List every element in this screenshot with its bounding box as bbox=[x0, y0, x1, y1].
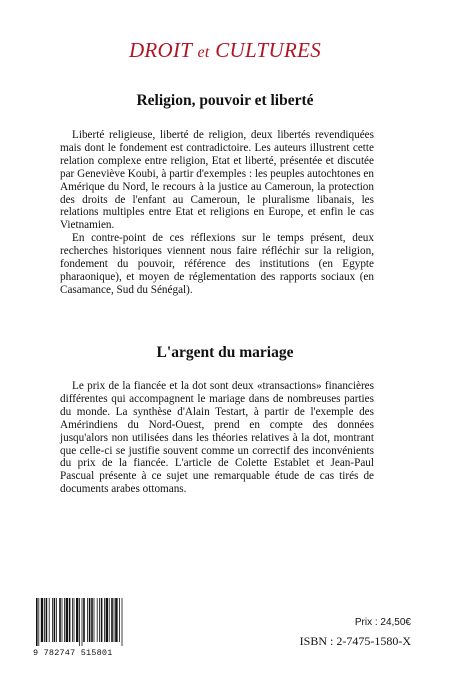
section-mariage-body bbox=[60, 380, 374, 496]
section-mariage-heading: L'argent du mariage bbox=[156, 344, 294, 361]
barcode-bar bbox=[122, 598, 123, 646]
barcode-bar bbox=[59, 598, 61, 642]
barcode-bar bbox=[101, 598, 103, 642]
barcode-bar bbox=[91, 598, 93, 642]
barcode-bar bbox=[74, 598, 75, 642]
section-religion-body bbox=[60, 129, 374, 297]
barcode-bar bbox=[111, 598, 113, 642]
barcode-bar bbox=[119, 598, 120, 642]
barcode-bar bbox=[49, 598, 50, 642]
barcode-bar bbox=[82, 598, 83, 646]
barcode-bar bbox=[66, 598, 68, 642]
section-religion-paragraph-1: Liberté religieuse, liberté de religion, deux libertés revendiquées mais dont le fondement est contradictoire. Les auteurs illustrent cette relation complexe entre religion, Etat et liberté, présentée et discutée par Geneviève Koubi, à partir d'exemples : les peuples autochtones en Amérique du Nord, le recours à la justice au Cameroun, la protection des droits de l'enfant au Cameroun, le pluralisme libanais, les relations multiples entre Etat et religions en Europe, et enfin le cas Vietnamien. bbox=[60, 129, 374, 232]
barcode-bar bbox=[44, 598, 45, 642]
barcode-bar bbox=[62, 598, 63, 642]
section-religion-paragraph-2: En contre-point de ces réflexions sur le temps présent, deux recherches historiques viennent nous faire réfléchir sur la religion, fondement du pouvoir, référence des institutions (en Egypte pharaonique), et moyen de réglementation des rapports sociaux (en Casamance, Sud du Sénégal). bbox=[60, 232, 374, 296]
price-label: Prix : 24,50€ bbox=[354, 617, 411, 628]
journal-title-word2: CULTURES bbox=[215, 38, 322, 62]
barcode-bar bbox=[106, 598, 108, 642]
barcode-bar bbox=[76, 598, 78, 642]
barcode-image bbox=[35, 598, 148, 646]
barcode-bar bbox=[104, 598, 105, 642]
journal-title bbox=[0, 38, 450, 63]
barcode-bar bbox=[36, 598, 38, 646]
barcode-bar bbox=[54, 598, 56, 642]
isbn-label: ISBN : 2-7475-1580-X bbox=[299, 634, 411, 648]
barcode-bar bbox=[56, 598, 57, 642]
barcode-bar bbox=[97, 598, 98, 642]
section-religion-heading: Religion, pouvoir et liberté bbox=[136, 92, 314, 109]
barcode-bar bbox=[109, 598, 110, 642]
section-mariage-paragraph-1: Le prix de la fiancée et la dot sont deux «transactions» financières différentes qui accompagnent le mariage dans de nombreuses parties du monde. La synthèse d'Alain Testart, à partir de l'exemple des Amérindiens du Nord-Ouest, prend en compte des données jusqu'alors non utilisées dans les théories relatives à la dot, montrant que celle-ci se justifie souvent comme un correctif des inconvénients du prix de la fiancée. L'article de Colette Establet et Jean-Paul Pascual présente à ce sujet une remarquable étude de cas tirés de documents arabes ottomans. bbox=[60, 380, 374, 496]
barcode-bar bbox=[94, 598, 95, 642]
barcode-bar bbox=[69, 598, 71, 642]
barcode-bar bbox=[79, 598, 80, 646]
barcode-bar bbox=[46, 598, 48, 642]
barcode-bar bbox=[83, 598, 85, 642]
barcode-bars bbox=[35, 598, 148, 646]
barcode-digits: 9 782747 515801 bbox=[33, 648, 113, 658]
barcode-bar bbox=[99, 598, 100, 642]
barcode-bar bbox=[41, 598, 43, 642]
barcode-bar bbox=[64, 598, 65, 642]
barcode-bar bbox=[115, 598, 117, 642]
journal-title-word1: DROIT bbox=[128, 38, 192, 62]
barcode-bar bbox=[52, 598, 53, 642]
barcode-bar bbox=[38, 598, 39, 646]
journal-title-connector: et bbox=[197, 44, 210, 61]
barcode-bar bbox=[87, 598, 88, 642]
barcode-bar bbox=[114, 598, 115, 642]
barcode-bar bbox=[72, 598, 73, 642]
barcode-bar bbox=[89, 598, 91, 642]
